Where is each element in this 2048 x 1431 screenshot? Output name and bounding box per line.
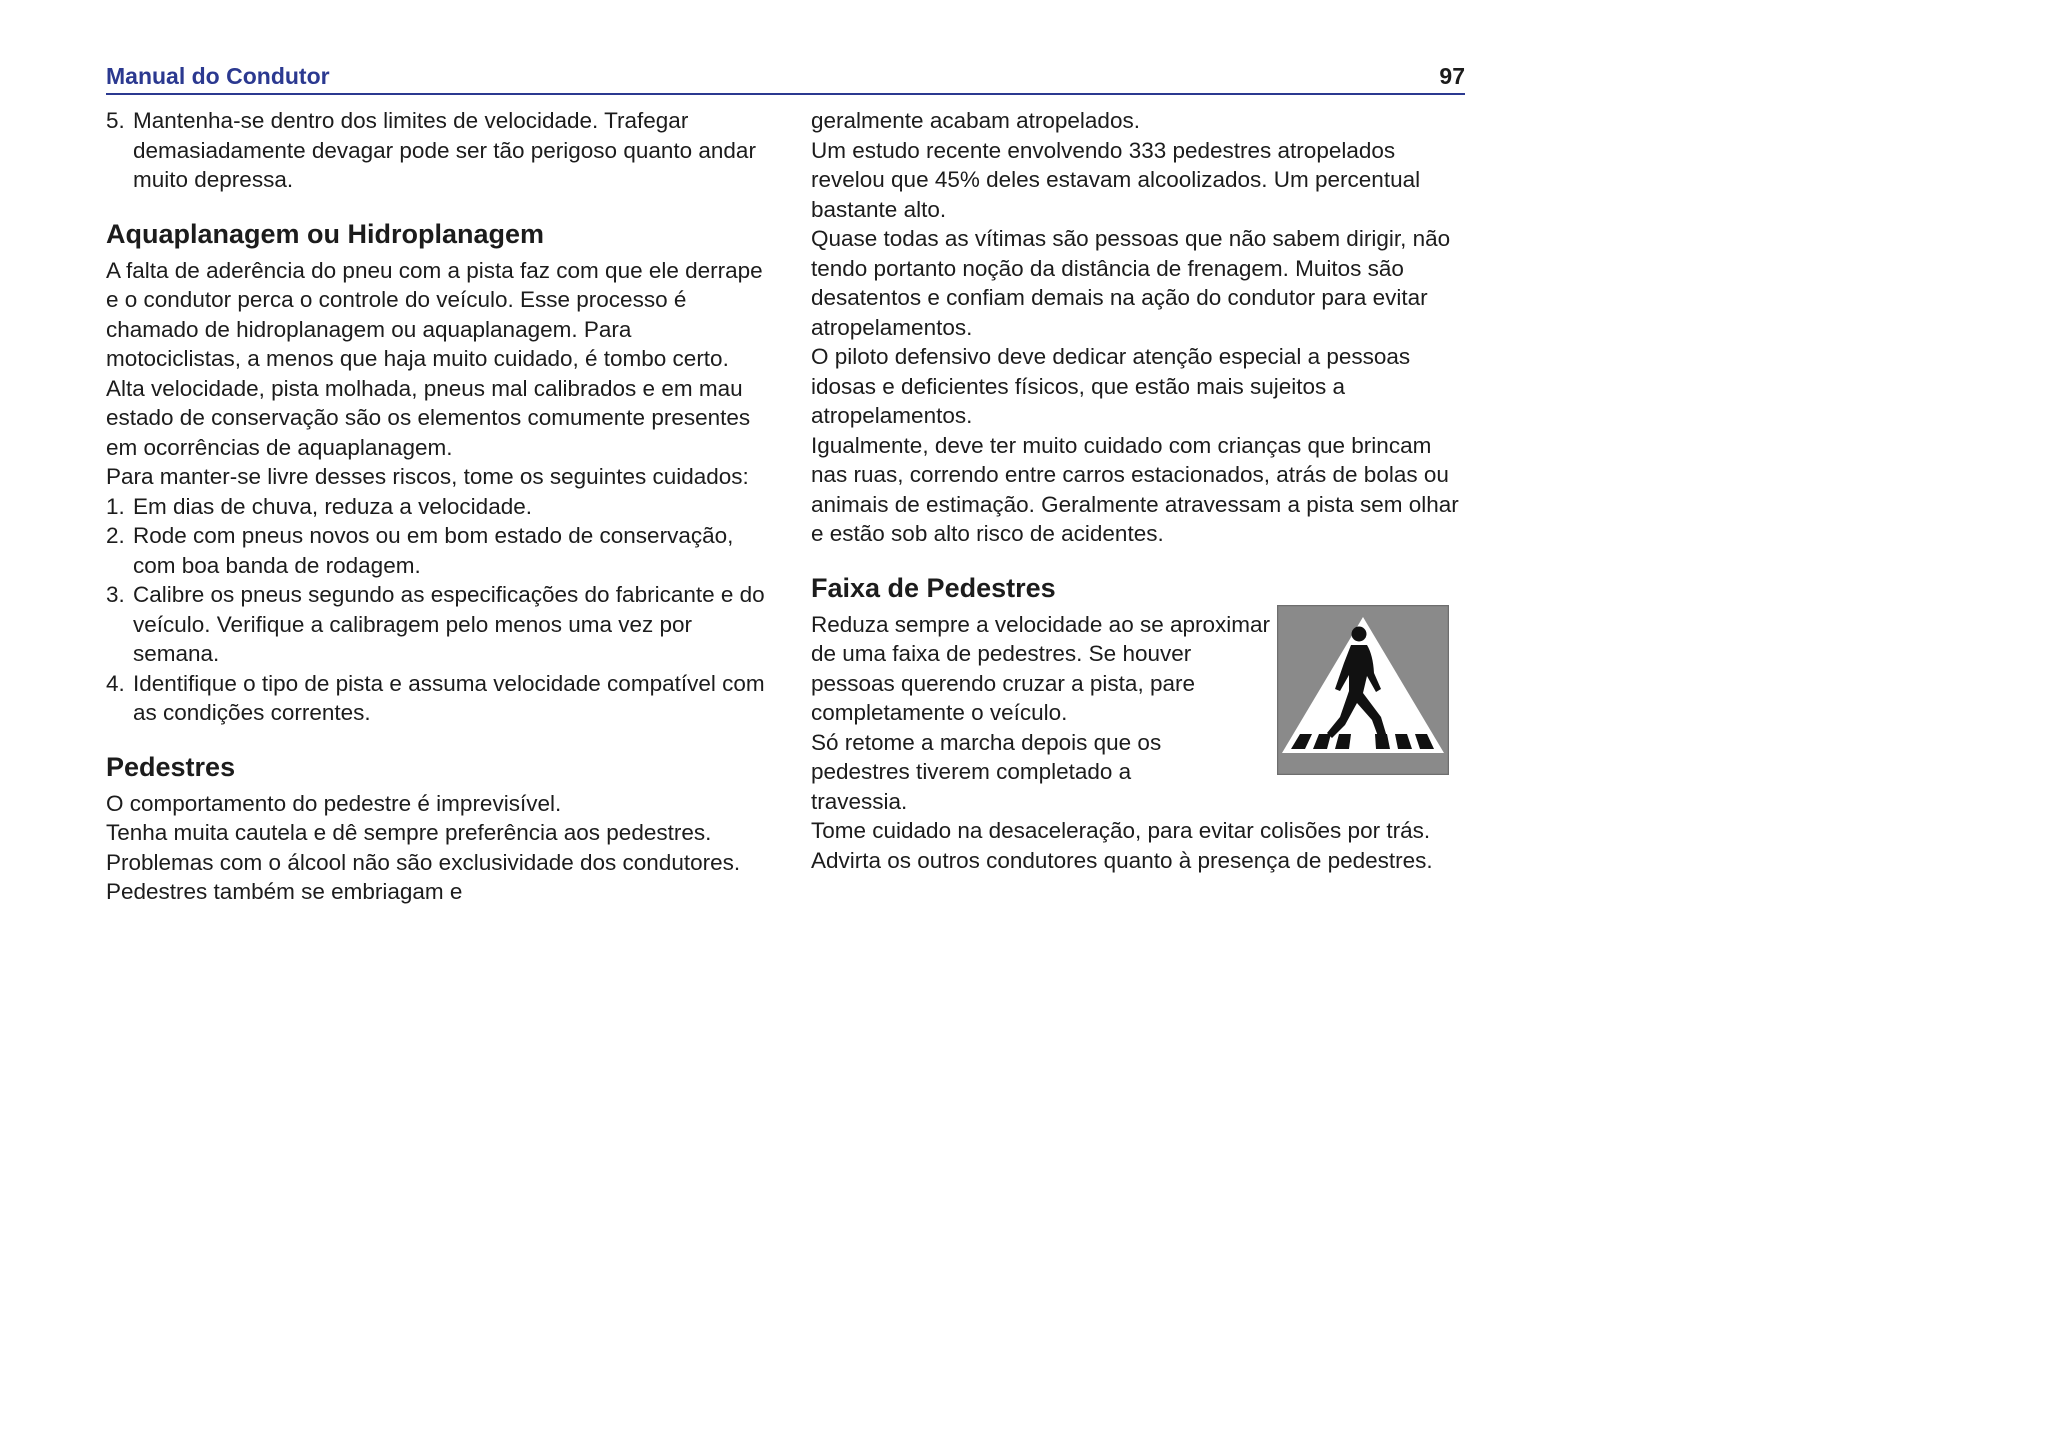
paragraph: O comportamento do pedestre é imprevisível.	[106, 790, 562, 816]
section-heading-faixa-de-pedestres: Faixa de Pedestres	[811, 572, 1056, 603]
section-heading-pedestres: Pedestres	[106, 751, 236, 782]
paragraph: A falta de aderência do pneu com a pista faz com que ele derrape e o condutor perca o controle do veículo. Esse processo é chamado de hidroplanagem ou aquaplanagem. Para motociclistas, a menos que haja muito cuidado, é tombo certo.	[106, 257, 763, 371]
section-heading-aquaplanagem: Aquaplanagem ou Hidroplanagem	[106, 218, 545, 249]
paragraph: Um estudo recente envolvendo 333 pedestres atropelados revelou que 45% deles estavam alcoolizados. Um percentual bastante alto.	[811, 137, 1421, 222]
paragraph: Igualmente, deve ter muito cuidado com crianças que brincam nas ruas, correndo entre carros estacionados, atrás de bolas ou animais de estimação. Geralmente atravessam a pista sem olhar e estão sob alto risco de acidentes.	[811, 432, 1459, 546]
paragraph: Tome cuidado na desaceleração, para evitar colisões por trás. Advirta os outros condutores quanto à presença de pedestres.	[811, 818, 1433, 873]
paragraph: Reduza sempre a velocidade ao se aproximar de uma faixa de pedestres. Se houver pessoas querendo cruzar a pista, pare completamente o veículo.	[811, 611, 1270, 725]
pedestrian-crossing-sign-graphic	[1277, 605, 1449, 775]
paragraph: O piloto defensivo deve dedicar atenção especial a pessoas idosas e deficientes físicos, que estão mais sujeitos a atropelamentos.	[811, 344, 1411, 428]
paragraph: geralmente acabam atropelados.	[811, 108, 1140, 133]
list-item: 2. Rode com pneus novos ou em bom estado de conservação, com boa banda de rodagem.	[106, 523, 734, 578]
pedestrian-crossing-sign-icon	[1277, 605, 1449, 775]
paragraph: Quase todas as vítimas são pessoas que não sabem dirigir, não tendo portanto noção da distância de frenagem. Muitos são desatentos e confiam demais na ação do condutor para evitar atropelamentos.	[811, 226, 1451, 340]
paragraph: Só retome a marcha depois que os pedestres tiverem completado a travessia.	[811, 729, 1162, 814]
paragraph: Problemas com o álcool não são exclusividade dos condutores. Pedestres também se embriagam e	[106, 849, 741, 904]
paragraph: Tenha muita cautela e dê sempre preferência aos pedestres.	[106, 820, 712, 845]
list-item: 4. Identifique o tipo de pista e assuma velocidade compatível com as condições correntes.	[106, 670, 765, 725]
list-item: 5. Mantenha-se dentro dos limites de velocidade. Trafegar demasiadamente devagar pode ser tão perigoso quanto andar muito depressa.	[106, 108, 756, 192]
list-item: 3. Calibre os pneus segundo as especificações do fabricante e do veículo. Verifique a calibragem pelo menos uma vez por semana.	[106, 582, 765, 666]
paragraph: Para manter-se livre desses riscos, tome os seguintes cuidados:	[106, 464, 749, 489]
page-number: 97	[1439, 63, 1465, 89]
running-title: Manual do Condutor	[106, 63, 330, 89]
left-column	[106, 106, 766, 907]
list-item: 1. Em dias de chuva, reduza a velocidade.	[106, 493, 532, 519]
paragraph: Alta velocidade, pista molhada, pneus mal calibrados e em mau estado de conservação são os elementos comumente presentes em ocorrências de aquaplanagem.	[106, 375, 751, 460]
page-header	[106, 60, 1465, 95]
